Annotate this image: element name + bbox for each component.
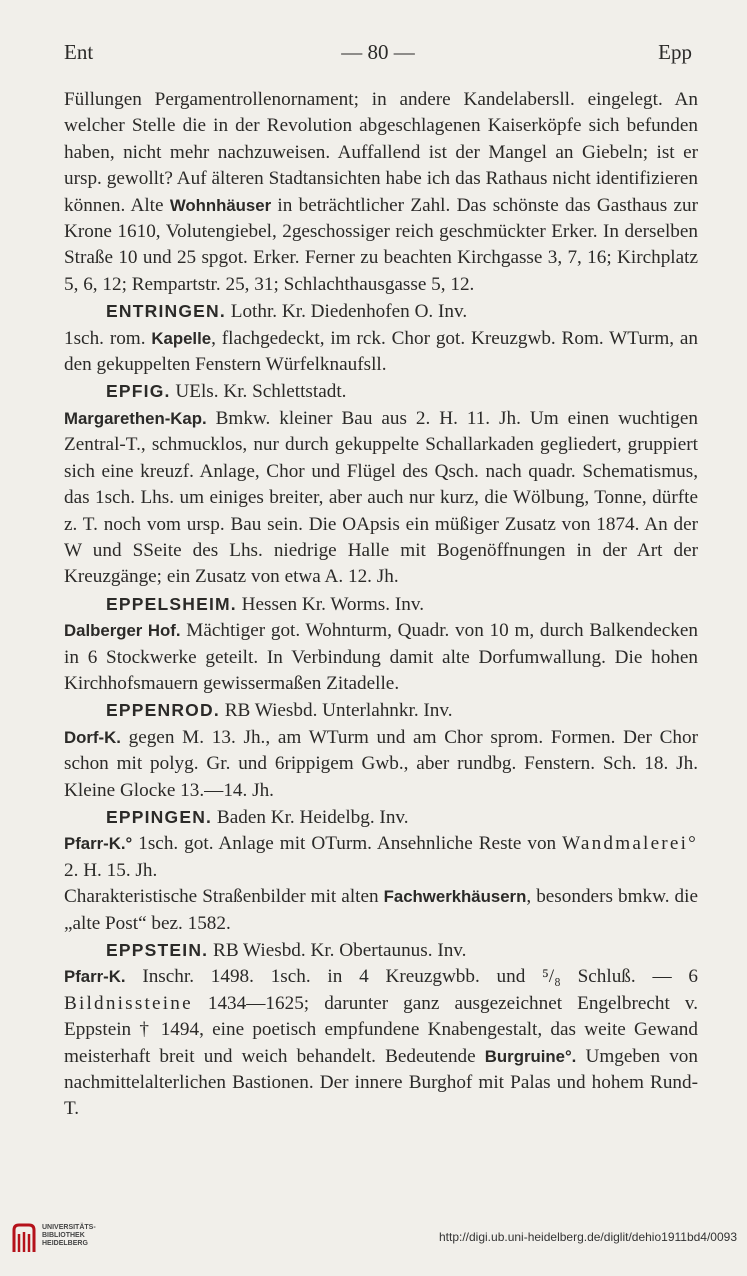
keyword-dorf-k: Dorf-K. [64,727,121,747]
place-heading: EPPELSHEIM. [106,593,237,614]
keyword-pfarr-k: Pfarr-K.° [64,834,133,854]
entry-eppenrod: EPPENROD. RB Wiesbd. Unterlahnkr. Inv. Dorf-K. gegen M. 13. Jh., am WTurm und am Chor sprom. Formen. Der Chor schon mit polyg. Gr. und 6rippigem Gwb., aber rundbg. Fenstern. Sch. 18. Jh. Kleine Glocke 13.—14. Jh. [64,700,698,801]
place-heading: ENTRINGEN. [106,301,226,322]
keyword-burgruine: Burgruine°. [484,1046,577,1066]
keyword-kapelle: Kapelle [151,328,212,348]
library-name: UNIVERSITÄTS- BIBLIOTHEK HEIDELBERG [42,1224,96,1247]
page-number: — 80 — [341,40,415,64]
place-heading: EPPINGEN. [106,806,213,827]
keyword-margarethen-kap: Margarethen-Kap. [64,408,207,428]
entry-eppstein: EPPSTEIN. RB Wiesbd. Kr. Obertaunus. Inv. Pfarr-K. Inschr. 1498. 1sch. in 4 Kreuzgwbb. und ⁵/₈ Schluß. — 6 Bildnissteine 1434—1625; darunter ganz ausgezeichnet Engelbrecht v. Eppstein † 1494, eine poetisch empfundene Knabengestalt, das weite Gewand meisterhaft breit und weich behandelt. Bedeutende Burgruine°. Umgeben von nachmittelalterlichen Bastionen. Der innere Burghof mit Palas und hohem Rund-T. [64,940,698,1120]
spaced-term-wandmalerei: Wandmalerei° [562,833,698,855]
page-body [64,87,698,1123]
paragraph-continuation: Füllungen Pergamentrollenornament; in andere Kandelabersll. eingelegt. An welcher Stelle die in der Revolution abgeschlagenen Kaiserköpfe sich befunden haben, nicht mehr nachzuweisen. Auffallend ist der Mangel an Giebeln; ist er ursp. gewollt? Auf älteren Stadtansichten habe ich das Rathaus nicht identifizieren können. Alte Wohnhäuser in beträchtlicher Zahl. Das schönste das Gasthaus zur Krone 1610, Volutengiebel, 2geschossiger reich geschmückter Erker. In derselben Straße 10 und 25 spgot. Erker. Ferner zu beachten Kirchgasse 3, 7, 16; Kirchplatz 5, 6, 12; Rempartstr. 25, 31; Schlachthausgasse 5, 12. [64,89,699,295]
running-head-left: Ent [64,40,94,64]
keyword-dalberger-hof: Dalberger Hof. [64,621,181,641]
entry-eppelsheim: EPPELSHEIM. Hessen Kr. Worms. Inv. Dalberger Hof. Mächtiger got. Wohnturm, Quadr. von 10 m, durch Balkendecken in 6 Stockwerke geteilt. In Verbindung damit alte Dorfumwallung. Die hohen Kirchhofsmauern gewissermaßen Zitadelle. [64,593,698,694]
paragraph-eppingen-streets: Charakteristische Straßenbilder mit alten Fachwerkhäusern, besonders bmkw. die „alte Post“ bez. 1582. [64,886,698,934]
running-head-right: Epp [658,40,692,64]
entry-eppingen: EPPINGEN. Baden Kr. Heidelbg. Inv. Pfarr-K.° 1sch. got. Anlage mit OTurm. Ansehnliche Reste von Wandmalerei° 2. H. 15. Jh. [64,806,698,881]
place-heading: EPFIG. [106,381,171,402]
digitization-footer [0,1218,747,1258]
running-head [64,40,692,66]
keyword-wohnhaeuser: Wohnhäuser [169,195,272,215]
entry-entringen: ENTRINGEN. Lothr. Kr. Diedenhofen O. Inv. 1sch. rom. Kapelle, flachgedeckt, im rck. Chor got. Kreuzgwb. Rom. WTurm, an den gekuppelten Fenstern Würfelknaufsll. [64,301,698,376]
keyword-pfarr-k: Pfarr-K. [64,967,126,987]
permalink-url[interactable]: http://digi.ub.uni-heidelberg.de/diglit/dehio1911bd4/0093 [438,1230,737,1244]
place-heading: EPPENROD. [106,700,220,721]
spaced-term-bildnissteine: Bildnissteine [64,992,193,1014]
university-library-logo-icon [10,1222,38,1254]
keyword-fachwerkhaeuser: Fachwerkhäusern [383,887,527,907]
entry-epfig: EPFIG. UEls. Kr. Schlettstadt. Margarethen-Kap. Bmkw. kleiner Bau aus 2. H. 11. Jh. Um einen wuchtigen Zentral-T., schmucklos, nur durch gekuppelte Schallarkaden gegliedert, gruppiert sich eine kreuzf. Anlage, Chor und Flügel des Qsch. nach quadr. Schematismus, das 1sch. Lhs. um einiges breiter, aber auch nur kurz, die Wölbung, Tonne, dürfte z. T. noch vom ursp. Bau sein. Die OApsis ein müßiger Zusatz von 1874. An der W und SSeite des Lhs. niedrige Halle mit Bogenöffnungen in der Art der Kreuzgänge; ein Zusatz von etwa A. 12. Jh. [64,381,698,588]
place-heading: EPPSTEIN. [106,940,209,960]
